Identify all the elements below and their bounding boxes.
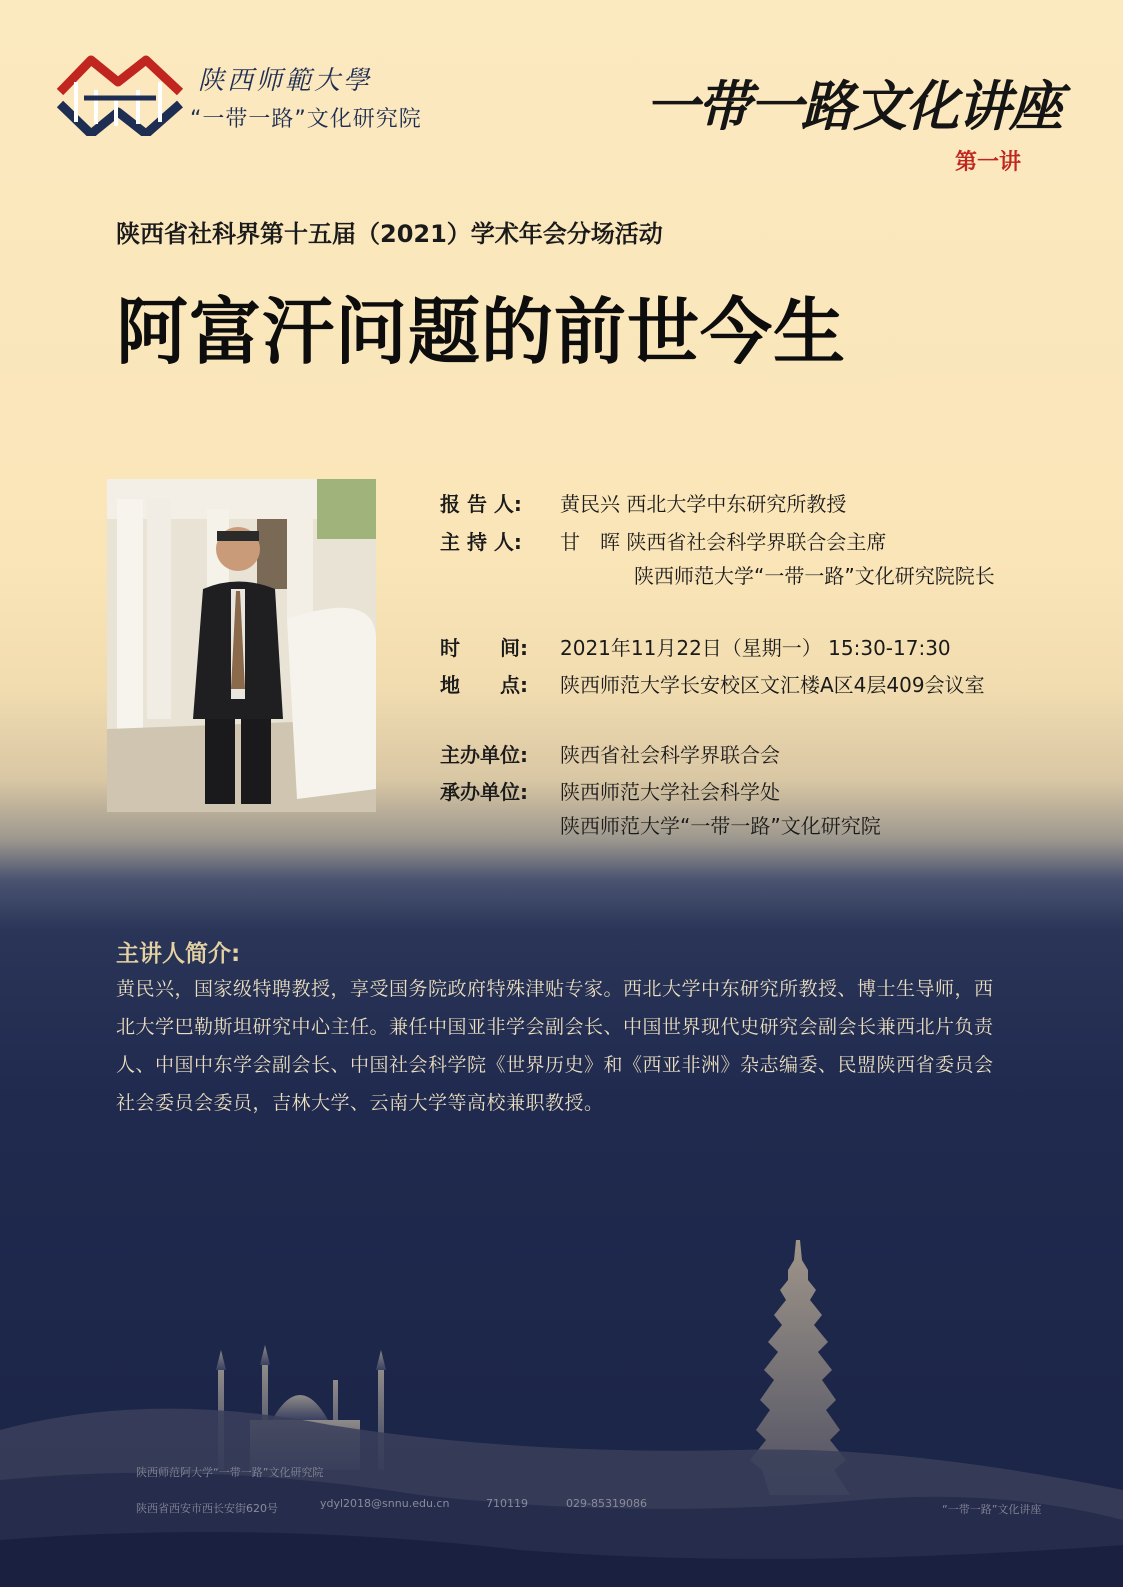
coorganizer-row	[440, 776, 780, 805]
event-subtitle: 陕西省社科界第十五届（2021）学术年会分场活动	[116, 220, 663, 248]
host-label: 主 持 人:	[440, 530, 522, 554]
speaker-label: 报 告 人:	[440, 492, 522, 516]
place-row	[440, 669, 985, 698]
time-label: 时 间:	[440, 636, 528, 660]
bio-text: 黄民兴，国家级特聘教授，享受国务院政府特殊津贴专家。西北大学中东研究所教授、博士生导师，西北大学巴勒斯坦研究中心主任。兼任中国亚非学会副会长、中国世界现代史研究会副会长兼西北片负责人、中国中东学会副会长、中国社会科学院《世界历史》和《西亚非洲》杂志编委、民盟陕西省委员会社会委员会委员，吉林大学、云南大学等高校兼职教授。	[116, 978, 994, 1114]
place-label: 地 点:	[440, 673, 528, 697]
university-name: 陕西师範大學	[198, 66, 373, 96]
time-row	[440, 632, 951, 661]
footer-address: 陕西省西安市西长安街620号	[136, 1502, 278, 1515]
footer-series: “一带一路”文化讲座	[942, 1503, 1042, 1516]
speaker-value: 黄民兴 西北大学中东研究所教授	[560, 492, 847, 516]
institute-name: “一带一路”文化研究院	[190, 107, 422, 132]
coorganizer-value: 陕西师范大学社会科学处	[560, 780, 780, 804]
footer-email: ydyl2018@snnu.edu.cn	[320, 1497, 450, 1510]
speaker-photo	[107, 479, 376, 812]
footer-postcode: 710119	[486, 1497, 528, 1510]
host-value-2: 陕西师范大学“一带一路”文化研究院院长	[634, 564, 995, 588]
footer-phone: 029-85319086	[566, 1497, 647, 1510]
coorganizer-label: 承办单位:	[440, 780, 528, 804]
footer-org: 陕西师范阿大学“一带一路”文化研究院	[136, 1466, 324, 1479]
organizer-label: 主办单位:	[440, 743, 528, 767]
speaker-row	[440, 488, 846, 517]
bio-heading: 主讲人简介:	[116, 941, 241, 967]
host-value: 甘 晖 陕西省社会科学界联合会主席	[560, 530, 887, 554]
coorganizer-value-2: 陕西师范大学“一带一路”文化研究院	[560, 814, 881, 838]
place-value: 陕西师范大学长安校区文汇楼A区4层409会议室	[560, 673, 985, 697]
institute-logo	[56, 52, 186, 136]
series-number: 第一讲	[955, 150, 1022, 175]
skyline-silhouette	[0, 1220, 1123, 1587]
event-title: 阿富汗问题的前世今生	[116, 290, 847, 374]
organizer-row	[440, 739, 780, 768]
time-value: 2021年11月22日（星期一） 15:30-17:30	[560, 636, 951, 660]
organizer-value: 陕西省社会科学界联合会	[560, 743, 780, 767]
series-title: 一带一路文化讲座	[645, 74, 1061, 138]
host-row	[440, 526, 886, 555]
